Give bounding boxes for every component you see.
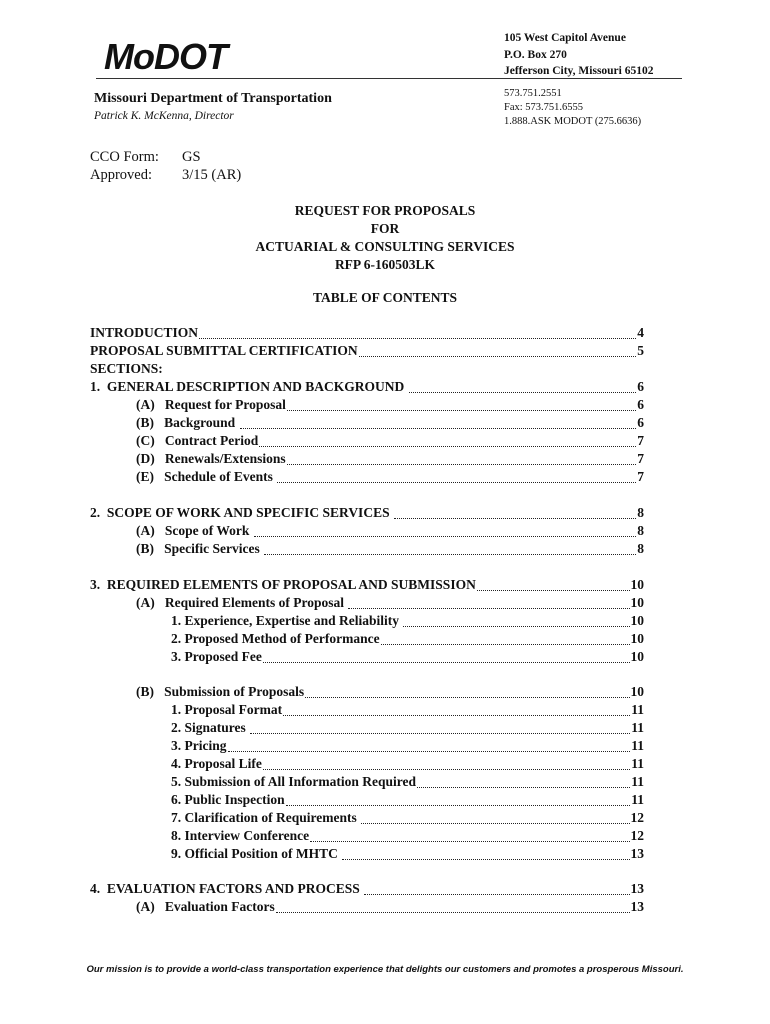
toc-page-number: 11	[631, 738, 644, 753]
letterhead-divider	[96, 78, 682, 79]
toc-leader-dots	[240, 428, 637, 429]
toc-page-number: 11	[631, 756, 644, 771]
toc-entry	[171, 756, 644, 774]
toc-entry-title: (B) Specific Services	[136, 541, 264, 556]
toc-entry-title: (D) Renewals/Extensions	[136, 451, 286, 466]
toc-leader-dots	[417, 787, 630, 788]
toc-leader-dots	[250, 733, 630, 734]
title-line: REQUEST FOR PROPOSALS	[294, 203, 476, 218]
toc-entry-title: 2. Proposed Method of Performance	[171, 631, 380, 646]
toc-entry-title: (C) Contract Period	[136, 433, 259, 448]
toc-page-number: 13	[630, 899, 644, 914]
toc-leader-dots	[263, 769, 630, 770]
toc-page-number: 7	[637, 469, 644, 484]
toll-free: 1.888.ASK MODOT (275.6636)	[504, 116, 642, 127]
toc-entry	[171, 720, 644, 738]
toc-page-number: 6	[637, 415, 644, 430]
toc-page-number: 7	[637, 433, 644, 448]
toc-leader-dots	[228, 751, 631, 752]
toc-leader-dots	[477, 590, 630, 591]
address-line: 105 West Capitol Avenue	[504, 32, 626, 44]
toc-leader-dots	[364, 894, 629, 895]
toc-leader-dots	[277, 482, 636, 483]
toc-entry-title: 8. Interview Conference	[171, 828, 310, 843]
toc-leader-dots	[409, 392, 637, 393]
toc-entry-title: 4. EVALUATION FACTORS AND PROCESS	[90, 881, 364, 896]
toc-entry	[171, 702, 644, 720]
toc-page-number: 8	[637, 505, 644, 520]
toc-entry	[171, 649, 644, 667]
address-line: Jefferson City, Missouri 65102	[504, 65, 654, 77]
toc-entry-title: 2. Signatures	[171, 720, 250, 735]
toc-page-number: 5	[637, 343, 644, 358]
toc-entry-title: (B) Submission of Proposals	[136, 684, 305, 699]
toc-page-number: 8	[637, 541, 644, 556]
toc-page-number: 10	[630, 595, 644, 610]
toc-leader-dots	[348, 608, 629, 609]
toc-page-number: 6	[637, 397, 644, 412]
toc-entry-title: (E) Schedule of Events	[136, 469, 277, 484]
toc-entry	[136, 899, 644, 917]
toc-entry	[171, 631, 644, 649]
approved-value: 3/15 (AR)	[182, 167, 242, 183]
toc-leader-dots	[276, 912, 630, 913]
toc-page-number: 10	[630, 613, 644, 628]
toc-entry	[136, 684, 644, 702]
phone: 573.751.2551	[504, 88, 562, 99]
toc-entry	[136, 451, 644, 469]
toc-leader-dots	[287, 464, 637, 465]
toc-entry	[136, 397, 644, 415]
toc-leader-dots	[254, 536, 637, 537]
toc-entry-title: 9. Official Position of MHTC	[171, 846, 342, 861]
toc-entry-title: (A) Request for Proposal	[136, 397, 286, 412]
toc-entry-title: 1. GENERAL DESCRIPTION AND BACKGROUND	[90, 379, 408, 394]
toc-page-number: 10	[630, 631, 644, 646]
toc-entry	[90, 379, 644, 397]
toc-entry	[90, 343, 644, 361]
toc-entry	[171, 774, 644, 792]
toc-leader-dots	[283, 715, 630, 716]
cco-form-value: GS	[182, 149, 201, 165]
mission-statement: Our mission is to provide a world-class transportation experience that delights our customers and promotes a prosperous Missouri.	[86, 964, 684, 975]
toc-leader-dots	[310, 841, 629, 842]
toc-entry	[136, 469, 644, 487]
toc-entry-title: 2. SCOPE OF WORK AND SPECIFIC SERVICES	[90, 505, 393, 520]
toc-leader-dots	[342, 859, 629, 860]
toc-entry-title: 3. REQUIRED ELEMENTS OF PROPOSAL AND SUBMISSION	[90, 577, 476, 592]
toc-entry-title: INTRODUCTION	[90, 325, 199, 340]
toc-entry-title: 3. Proposed Fee	[171, 649, 262, 664]
toc-leader-dots	[394, 518, 636, 519]
contact-block	[504, 87, 641, 129]
toc-entry-title: (A) Evaluation Factors	[136, 899, 275, 914]
title-line: ACTUARIAL & CONSULTING SERVICES	[255, 239, 515, 254]
toc-leader-dots	[359, 356, 637, 357]
toc-page-number: 8	[637, 523, 644, 538]
toc-entry	[171, 738, 644, 756]
fax: Fax: 573.751.6555	[504, 102, 584, 113]
toc-entry	[136, 523, 644, 541]
toc-page-number: 13	[630, 881, 644, 896]
toc-page-number: 11	[631, 792, 644, 807]
cco-form-label: CCO Form:	[90, 149, 159, 165]
toc-entry	[90, 881, 644, 899]
form-info	[90, 148, 241, 184]
address-block	[504, 30, 653, 80]
toc-leader-dots	[199, 338, 636, 339]
toc-entry-title: PROPOSAL SUBMITTAL CERTIFICATION	[90, 343, 358, 358]
toc-page-number: 12	[630, 810, 644, 825]
toc-leader-dots	[263, 662, 630, 663]
title-line: RFP 6-160503LK	[334, 257, 436, 272]
toc-entry	[171, 792, 644, 810]
toc-leader-dots	[264, 554, 636, 555]
approved-label: Approved:	[90, 167, 153, 183]
toc-entry-title: 1. Proposal Format	[171, 702, 283, 717]
toc-entry-title: 1. Experience, Expertise and Reliability	[171, 613, 403, 628]
address-line: P.O. Box 270	[504, 48, 567, 61]
toc-entry	[90, 325, 644, 343]
toc-entry-title: 5. Submission of All Information Required	[171, 774, 417, 789]
toc-page-number: 10	[630, 684, 644, 699]
toc-entry	[90, 505, 644, 523]
toc-page-number: 11	[631, 774, 644, 789]
toc-page-number: 11	[631, 720, 644, 735]
toc-entry	[90, 361, 644, 379]
toc-entry-title: 7. Clarification of Requirements	[171, 810, 361, 825]
toc-entry	[136, 541, 644, 559]
toc-entry	[171, 613, 644, 631]
toc-entry-title: 6. Public Inspection	[171, 792, 285, 807]
toc-leader-dots	[403, 626, 629, 627]
toc-entry-title: SECTIONS:	[90, 361, 163, 376]
toc-entry	[136, 595, 644, 613]
toc-entry-title: (A) Scope of Work	[136, 523, 253, 538]
toc-leader-dots	[305, 697, 629, 698]
toc-page-number: 6	[637, 379, 644, 394]
title-line: FOR	[370, 221, 400, 236]
toc-page-number: 10	[630, 649, 644, 664]
director-name: Patrick K. McKenna, Director	[94, 110, 234, 122]
toc-entry	[90, 577, 644, 595]
toc-leader-dots	[287, 410, 636, 411]
toc-entry-title: (B) Background	[136, 415, 239, 430]
toc-entry	[136, 415, 644, 433]
toc-entry-title: (A) Required Elements of Proposal	[136, 595, 348, 610]
toc-leader-dots	[361, 823, 629, 824]
toc-page-number: 13	[630, 846, 644, 861]
document-title	[90, 202, 680, 274]
toc-entry	[171, 810, 644, 828]
toc-entry-title: 4. Proposal Life	[171, 756, 262, 771]
toc-leader-dots	[381, 644, 630, 645]
toc-leader-dots	[259, 446, 636, 447]
toc-page-number: 7	[637, 451, 644, 466]
modot-logo: MoDOT	[104, 36, 227, 77]
toc-leader-dots	[286, 805, 631, 806]
toc-page-number: 10	[630, 577, 644, 592]
toc-page-number: 11	[631, 702, 644, 717]
toc-entry	[136, 433, 644, 451]
toc-entry	[171, 846, 644, 864]
toc-entry	[171, 828, 644, 846]
toc-page-number: 4	[637, 325, 644, 340]
toc-entry-title: 3. Pricing	[171, 738, 227, 753]
toc-heading: TABLE OF CONTENTS	[312, 290, 458, 305]
toc-page-number: 12	[630, 828, 644, 843]
department-name: Missouri Department of Transportation	[94, 91, 332, 106]
